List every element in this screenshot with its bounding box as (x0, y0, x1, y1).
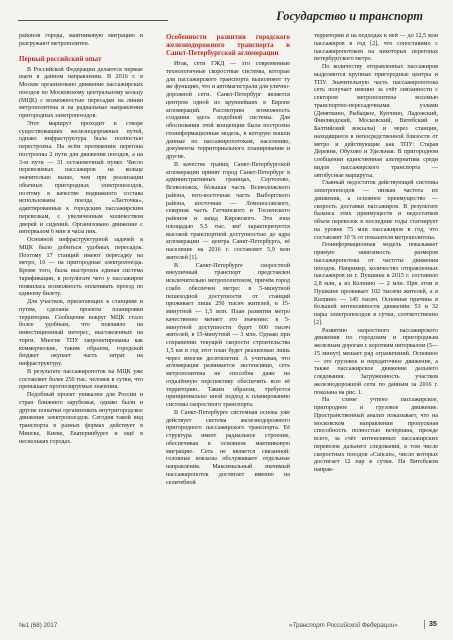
article-column-1 (19, 33, 143, 611)
paragraph: Итак, сети ГЖД — это современные технологичные скоростные системы, которые для пассажирского транспорта выполняют ту же функцию, что и автомагистрали для улично-дорожной сети. Санкт-Петербург является центром одной из крупнейших в Европе агломераций. Рассмотрим возможность создания здесь подобной системы. Для обоснования этой концепции была построена геоинформационная модель, в которую вошли данные по пассажиропотокам, населению, документы территориального планирования и другие. (166, 61, 290, 160)
paragraph: Развитию скоростного пассажирского движения по городским и пригородным железным дорогам с коротким интервалом (5—15 минут) мешает ряд ограничений. Основное — это грузовое и передаточное движение, а также пассажирское движение дальнего следования. Загруженность участков железнодорожной сети по данным за 2016 г. показана на рис. 1. (314, 327, 438, 396)
subheading-spb-railway-features: Особенности развития городского железнодорожного транспорта в Санкт-Петербургской агломерации (166, 33, 290, 57)
paragraph: Геоинформационная модель показывает прямую зависимость размеров пассажиропотока от частоты движения поездов. Например, количество отправленных пассажиров из г. Пушкина в 2015 г. составило 2,8 млн, а из Колпино — 2 млн. При этом в Пушкине проживает 102 тысячи жителей, а в Колпино — 145 тысяч. Основная причина в большей интенсивности движения: 53 и 32 пары электропоездов в сутки, соответственно [2]. (314, 242, 438, 326)
paragraph: районов города, маятниковую миграцию и разгружают метрополитен. (19, 33, 143, 47)
paragraph: В качестве границ Санкт-Петербургской агломерации принят город Санкт-Петербург в административных границах, Сертолово, Всеволожск, бóльшая часть Всеволожского района, юго-восточная часть Выборгского района, восточная — Ломоносовского, северная часть Гатчинского и Тосненского районов и запад Кировского. Эта зона площадью 5,5 тыс. км² характеризуется высокой транспортной доступностью до ядра агломерации — центра Санкт-Петербурга, её население на 2016 г. составляет 5,9 млн жителей [1]. (166, 161, 290, 261)
paragraph: В Санкт-Петербурге скоростной внеуличный транспорт представлен исключительно метрополитеном, причём город слабо обеспечен метро: в 5-минутной пешеходной доступности от станций проживает лишь 250 тысяч жителей, в 15-минутной — 1,5 млн. План развития метро качественно меняет это значение: в 5-минутной доступности будет 600 тысяч жителей, в 15-минутной — 3 млн. Однако при сохранении текущей скорости строительства 1,5 км в год этот план будет реализован лишь через многие десятилетия. А учитывая, что агломерация развивается экстенсивно, сеть метрополитена не способна даже на отдалённую перспективу обеспечить всю её территорию. Таким образом, требуется принципиально иной подход к планированию системы скоростного транспорта. (166, 262, 290, 408)
paragraph: На схеме учтено пассажирское, пригородное и грузовое движение. Пространственный анализ показывает, что на московском направлении пропускная способность полностью исчерпана, прежде всего, за счёт интенсивных пассажирских перевозок дальнего следования, в том числе скоростных поездов «Сапсан», число которых достигает 12 пар в сутки. На Витебском направ- (314, 397, 438, 473)
paragraph: Основной инфраструктурной задачей в МЦК было добиться удобных пересадок. Поэтому 17 станций имеют пересадку на метро, 10 — на пригородные электропоезда. Кроме того, была выстроена единая система тарификации, в результате чего у пассажиров появилась возможность оплачивать проезд по единому билету. (19, 237, 143, 298)
paragraph: территории и на подходах к ней — до 12,5 млн пассажиров в год [2], что сопоставимо с пассажиропотоком на некоторых перегонах петербургского метро. (314, 33, 438, 63)
paragraph: В результате пассажиропоток на МЦК уже составляет более 250 тыс. человек в сутки, что превышает прогнозируемые значения. (19, 368, 143, 391)
paragraph: Для участков, прилегающих к станциям и путям, сделаны проекты планировки территории. Сообщение вокруг МЦК стало более удобным, что повлияло на инвестиционный интерес, выставленных на торги. Многие ТПУ запроектированы как коммерческие, таким образом, городской бюджет окупает часть затрат на инфраструктуру. (19, 299, 143, 367)
article-column-3 (314, 33, 438, 611)
paragraph: В Санкт-Петербурге системная основа уже действует система железнодорожного пригородного пассажирского транспорта. Её структура имеет радиальное строение, обеспечивая в основном маятниковую миграцию. Сеть не является связанной: головные вокзалы обслуживают отдельные направления. Максимальный значимый пассажиропоток достигает именно на селитебной (166, 409, 290, 486)
journal-name: «Транспорт Российской Федерации» (289, 622, 398, 629)
page-number: 35 (429, 621, 437, 628)
header-rule (18, 20, 168, 21)
paragraph: Подобный проект уникален для России и стран ближнего зарубежья, однако были и другие попытки организовать внутригородское движение электропоездов. Сегодня такой вид транспорта в разных формах действует в Минске, Киеве, Екатеринбурге и ещё в нескольких городах. (19, 392, 143, 445)
paragraph: Главный недостаток действующей системы электропоездов — низкая частота их движения, а основное преимущество — скорость доставки пассажиров. В результате баланса этих преимуществ и недостатков объем перевозок в последние годы стагнирует на уровне 75 млн пассажиров в год, что составляет 10 % от показателя метрополитена. (314, 180, 438, 241)
footer-divider (424, 620, 425, 629)
paragraph: По количеству отправленных пассажиров выделяются крупные пригородные центры и ТПУ. Значительную часть пассажиропотока сеть получает именно за счёт связанности с сектором метрополитена восемью транспортно-пересадочными узлами (Девяткино, Рыбацкое, Купчино, Ладожский, Финляндский, Московский, Витебский и Балтийский вокзалы) и через станции, находящиеся в непосредственной близости от метро и действующие как ТПУ: Старая Деревня, Обухово и Удельная. В пригородном сообщении единственная альтернатива среди видов пассажирского транспорта — автобусные маршруты. (314, 64, 438, 179)
paragraph: В Российской Федерации делаются первые шаги в данном направлении. В 2016 г. в Москве организовано движение пассажирских поездов по Московскому центральному кольцу (МЦК) с возможностью пересадки на линии метрополитена и на радиальные направления пригородных электропоездов. (19, 66, 143, 119)
paragraph: Этот маршрут проходит в створе существовавших железнодорожных путей, однако инфраструктура была полностью перестроена. На всём протяжении перегона построены 2 пути для движения поездов, а на 3-м пути — 31 остановочный пункт. Число перевозимых пассажиров на кольце значительно выше, чем при реализации обычных пригородных электропоездов, поэтому в качестве подвижного состава использованы поезда «Ласточка», адаптированные к городским пассажирским перевозкам, с увеличенным количеством дверей и сидений. Организовано движение с интервалом 6 мин в часы пик. (19, 120, 143, 236)
issue-number: №1 (68) 2017 (19, 622, 58, 629)
subheading-first-russian-experience: Первый российский опыт (19, 54, 102, 63)
section-title: Государство и транспорт (276, 9, 423, 23)
article-column-2 (166, 33, 290, 611)
